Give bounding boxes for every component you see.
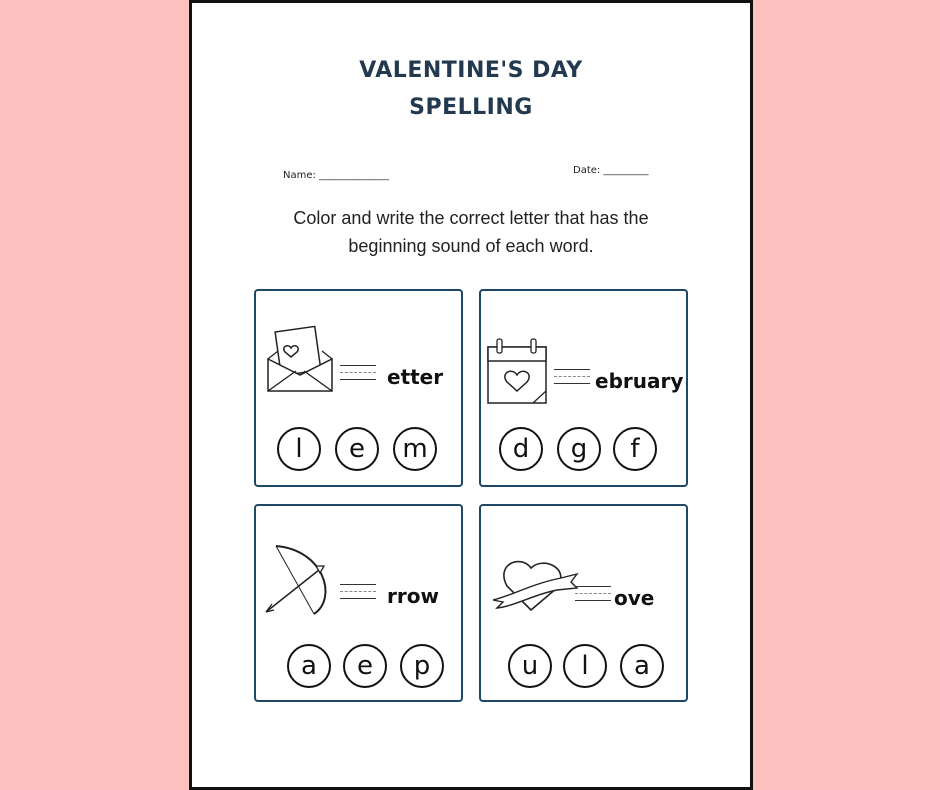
write-lines[interactable] [575, 586, 611, 604]
worksheet-page [189, 0, 753, 790]
instructions-line-1: Color and write the correct letter that has the [293, 208, 649, 228]
letter-option[interactable]: l [277, 427, 321, 471]
word-stem: rrow [387, 584, 439, 608]
envelope-icon [264, 325, 336, 395]
page-subtitle: SPELLING [409, 95, 533, 120]
page-title: VALENTINE'S DAY [359, 58, 583, 83]
write-lines[interactable] [554, 369, 590, 387]
card-arrow [254, 504, 463, 702]
letter-option[interactable]: p [400, 644, 444, 688]
letter-option[interactable]: e [343, 644, 387, 688]
letter-option[interactable]: f [613, 427, 657, 471]
calendar-icon [485, 337, 551, 409]
letter-option[interactable]: e [335, 427, 379, 471]
name-field[interactable]: Name: ______________ [283, 170, 390, 181]
instructions [232, 204, 710, 260]
date-field[interactable]: Date: _________ [573, 165, 649, 176]
heart-ribbon-icon [491, 556, 581, 618]
word-stem: ove [614, 586, 655, 610]
letter-option[interactable]: u [508, 644, 552, 688]
letter-option[interactable]: m [393, 427, 437, 471]
instructions-line-2: beginning sound of each word. [348, 236, 594, 256]
letter-option[interactable]: a [287, 644, 331, 688]
letter-option[interactable]: l [563, 644, 607, 688]
letter-option[interactable]: a [620, 644, 664, 688]
write-lines[interactable] [340, 365, 376, 383]
letter-option[interactable]: g [557, 427, 601, 471]
write-lines[interactable] [340, 584, 376, 602]
word-stem: ebruary [595, 369, 684, 393]
letter-option[interactable]: d [499, 427, 543, 471]
word-stem: etter [387, 365, 444, 389]
bow-arrow-icon [264, 542, 330, 618]
card-letter [254, 289, 463, 487]
card-february [479, 289, 688, 487]
card-love [479, 504, 688, 702]
